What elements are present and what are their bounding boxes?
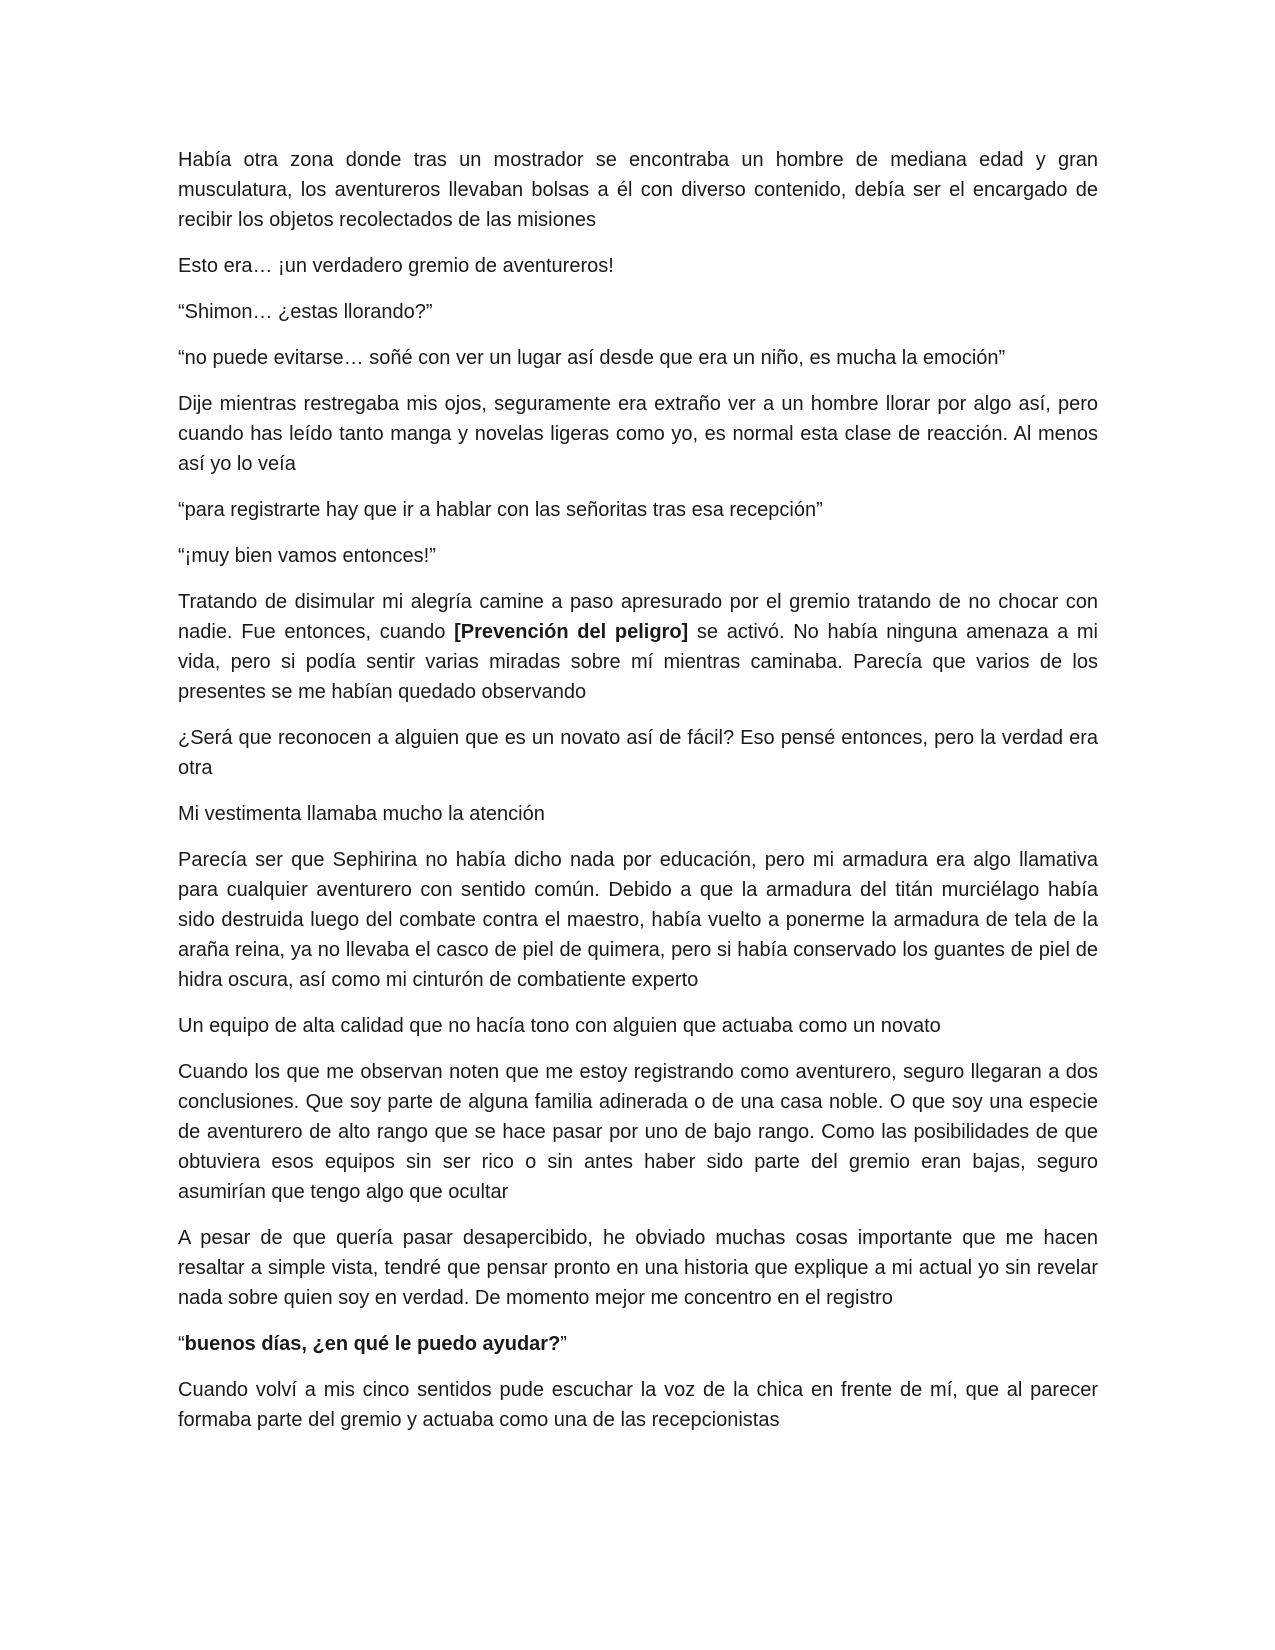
- paragraph: Parecía ser que Sephirina no había dicho nada por educación, pero mi armadura era algo llamativa para cualquier aventurero con sentido común. Debido a que la armadura del titán murciélago había sido destruida luego del combate contra el maestro, había vuelto a ponerme la armadura de tela de la araña reina, ya no llevaba el casco de piel de quimera, pero si había conservado los guantes de piel de hidra oscura, así como mi cinturón de combatiente experto: [178, 849, 1098, 991]
- paragraph: ¿Será que reconocen a alguien que es un novato así de fácil? Eso pensé entonces, pero la verdad era otra: [178, 727, 1098, 779]
- paragraph: Tratando de disimular mi alegría camine a paso apresurado por el gremio tratando de no chocar con nadie. Fue entonces, cuando [Prevención del peligro] se activó. No había ninguna amenaza a mi vida, pero si podía sentir varias miradas sobre mí mientras caminaba. Parecía que varios de los presentes se me habían quedado observando: [178, 591, 1098, 703]
- dialogue-line: “para registrarte hay que ir a hablar con las señoritas tras esa recepción”: [178, 499, 823, 521]
- skill-name: [Prevención del peligro]: [454, 621, 689, 643]
- paragraph: Cuando volví a mis cinco sentidos pude escuchar la voz de la chica en frente de mí, que al parecer formaba parte del gremio y actuaba como una de las recepcionistas: [178, 1379, 1098, 1431]
- paragraph: A pesar de que quería pasar desapercibido, he obviado muchas cosas importante que me hacen resaltar a simple vista, tendré que pensar pronto en una historia que explique a mi actual yo sin revelar nada sobre quien soy en verdad. De momento mejor me concentro en el registro: [178, 1227, 1098, 1309]
- dialogue-line: “buenos días, ¿en qué le puedo ayudar?”: [178, 1333, 567, 1355]
- dialogue-line: “Shimon… ¿estas llorando?”: [178, 301, 433, 323]
- paragraph: Mi vestimenta llamaba mucho la atención: [178, 803, 545, 825]
- paragraph: Esto era… ¡un verdadero gremio de aventureros!: [178, 255, 614, 277]
- paragraph: Cuando los que me observan noten que me estoy registrando como aventurero, seguro llegaran a dos conclusiones. Que soy parte de alguna familia adinerada o de una casa noble. O que soy una especie de aventurero de alto rango que se hace pasar por uno de bajo rango. Como las posibilidades de que obtuviera esos equipos sin ser rico o sin antes haber sido parte del gremio eran bajas, seguro asumirían que tengo algo que ocultar: [178, 1061, 1098, 1203]
- dialogue-line: “¡muy bien vamos entonces!”: [178, 545, 436, 567]
- document-page: [178, 145, 1098, 1451]
- paragraph: Un equipo de alta calidad que no hacía tono con alguien que actuaba como un novato: [178, 1015, 941, 1037]
- paragraph: Había otra zona donde tras un mostrador se encontraba un hombre de mediana edad y gran musculatura, los aventureros llevaban bolsas a él con diverso contenido, debía ser el encargado de recibir los objetos recolectados de las misiones: [178, 149, 1098, 231]
- paragraph: Dije mientras restregaba mis ojos, seguramente era extraño ver a un hombre llorar por algo así, pero cuando has leído tanto manga y novelas ligeras como yo, es normal esta clase de reacción. Al menos así yo lo veía: [178, 393, 1098, 475]
- dialogue-line: “no puede evitarse… soñé con ver un lugar así desde que era un niño, es mucha la emoción”: [178, 347, 1006, 369]
- bold-dialogue: buenos días, ¿en qué le puedo ayudar?: [184, 1333, 561, 1355]
